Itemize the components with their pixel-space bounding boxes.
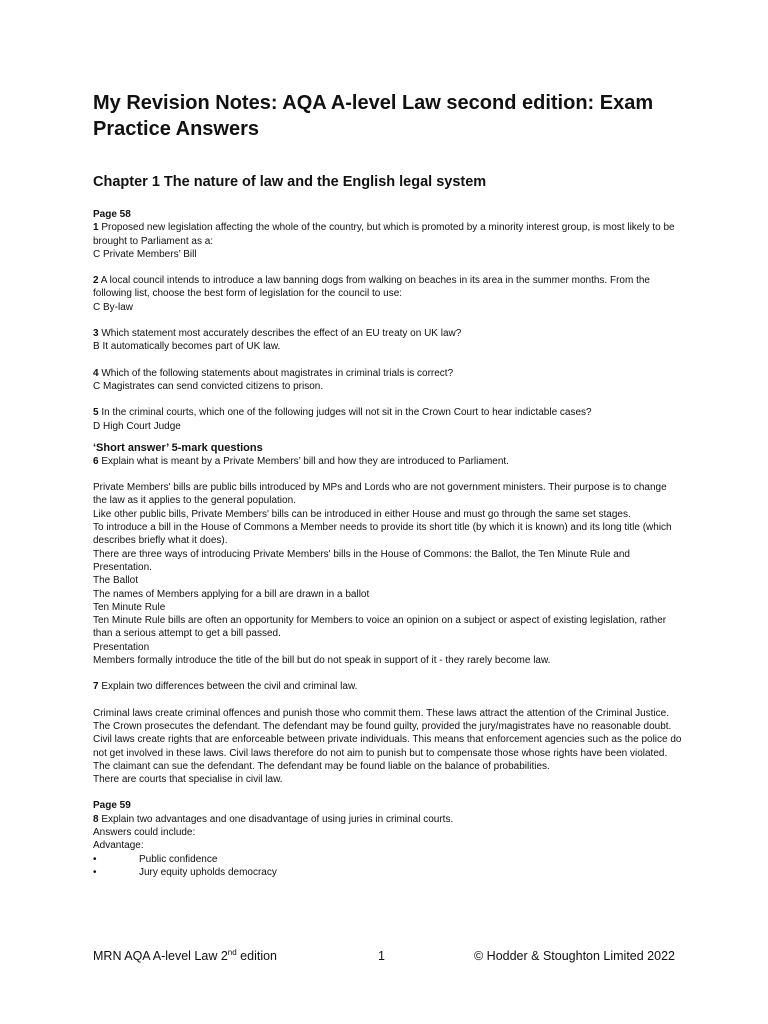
- question-text: Which statement most accurately describes the effect of an EU treaty on UK law?: [98, 328, 462, 340]
- answer-paragraph: Private Members' bills are public bills introduced by MPs and Lords who are not government ministers. Their purpose is to change the law as it applies to the general population.: [93, 482, 667, 507]
- answer-paragraph: The claimant can sue the defendant. The defendant may be found liable on the balance of probabilities.: [93, 760, 550, 772]
- question-7: [93, 680, 683, 693]
- answer-6: [93, 481, 683, 667]
- question-8: [93, 813, 683, 826]
- answer-paragraph: Like other public bills, Private Members' bills can be introduced in either House and must go through the same set stages.: [93, 508, 631, 520]
- answer-paragraph: To introduce a bill in the House of Commons a Member needs to provide its short title (by which it is known) and its long title (which describes briefly what it does).: [93, 522, 672, 547]
- question-number: 3: [93, 328, 99, 340]
- page-footer: [93, 948, 675, 964]
- page-58-label: Page 58: [93, 209, 131, 220]
- answer-3: B It automatically becomes part of UK law.: [93, 341, 281, 353]
- question-number: 2: [93, 275, 99, 287]
- question-text: A local council intends to introduce a law banning dogs from walking on beaches in its area in the summer months. From the following list, choose the best form of legislation for the council to use:: [93, 275, 650, 300]
- advantage-label: Advantage:: [93, 840, 144, 852]
- question-number: 6: [93, 455, 99, 467]
- page-59-label: Page 59: [93, 800, 131, 812]
- list-item-text: Public confidence: [139, 853, 218, 865]
- question-text: Explain two advantages and one disadvantage of using juries in criminal courts.: [98, 813, 454, 825]
- answers-intro: Answers could include:: [93, 826, 196, 838]
- question-4: [93, 367, 683, 380]
- short-answer-heading: ‘Short answer’ 5-mark questions: [93, 441, 263, 454]
- question-2: [93, 274, 683, 301]
- subheading-ten-minute-rule: Ten Minute Rule: [93, 601, 166, 613]
- answer-paragraph: There are three ways of introducing Private Members' bills in the House of Commons: the Ballot, the Ten Minute Rule and Presentation.: [93, 548, 630, 573]
- answer-paragraph: The names of Members applying for a bill are drawn in a ballot: [93, 588, 370, 600]
- document-body: [93, 208, 683, 879]
- subheading-presentation: Presentation: [93, 641, 150, 653]
- list-item: [93, 853, 683, 866]
- question-number: 1: [93, 222, 99, 234]
- answer-1: C Private Members’ Bill: [93, 248, 197, 260]
- footer-copyright: © Hodder & Stoughton Limited 2022: [473, 949, 675, 963]
- answer-paragraph: Ten Minute Rule bills are often an opportunity for Members to voice an opinion on a subject or aspect of existing legislation, rather than a serious attempt to get a bill passed.: [93, 615, 667, 640]
- chapter-heading: Chapter 1 The nature of law and the English legal system: [93, 174, 487, 190]
- answer-paragraph: Criminal laws create criminal offences and punish those who commit them. These laws attract the attention of the Criminal Justice.: [93, 707, 670, 719]
- document-page: [93, 90, 683, 879]
- list-item: [93, 866, 683, 879]
- footer-page-number: 1: [378, 949, 385, 963]
- list-item-text: Jury equity upholds democracy: [139, 866, 277, 878]
- question-5: [93, 406, 683, 419]
- question-text: Which of the following statements about magistrates in criminal trials is correct?: [98, 367, 454, 379]
- question-text: Explain what is meant by a Private Members’ bill and how they are introduced to Parliament.: [98, 455, 509, 467]
- answer-paragraph: Members formally introduce the title of the bill but do not speak in support of it - they rarely become law.: [93, 655, 551, 667]
- question-1: [93, 221, 683, 248]
- question-text: Explain two differences between the civil and criminal law.: [98, 681, 358, 693]
- answer-paragraph: There are courts that specialise in civil law.: [93, 774, 283, 786]
- answer-paragraph: Civil laws create rights that are enforceable between private individuals. This means that enforcement agencies such as the police do not get involved in these laws. Civil laws therefore do not aim to punish but to compensate those whose rights have been violated.: [93, 734, 682, 759]
- document-title: My Revision Notes: AQA A-level Law second edition: Exam Practice Answers: [93, 92, 654, 140]
- subheading-ballot: The Ballot: [93, 575, 139, 587]
- question-3: [93, 327, 683, 340]
- answer-paragraph: The Crown prosecutes the defendant. The defendant may be found guilty, provided the jury/magistrates have no reasonable doubt.: [93, 720, 672, 732]
- question-6: [93, 455, 683, 468]
- footer-edition: MRN AQA A-level Law 2nd edition: [93, 947, 277, 963]
- answer-7: [93, 707, 683, 787]
- bullet-icon: •: [93, 853, 97, 865]
- answer-2: C By-law: [93, 301, 134, 313]
- question-number: 8: [93, 813, 99, 825]
- answer-4: C Magistrates can send convicted citizens to prison.: [93, 380, 324, 392]
- question-text: Proposed new legislation affecting the whole of the country, but which is promoted by a minority interest group, is most likely to be brought to Parliament as a:: [93, 222, 675, 247]
- question-text: In the criminal courts, which one of the following judges will not sit in the Crown Court to hear indictable cases?: [98, 407, 592, 419]
- question-number: 4: [93, 367, 99, 379]
- question-number: 7: [93, 681, 99, 693]
- question-number: 5: [93, 407, 99, 419]
- bullet-icon: •: [93, 866, 97, 878]
- answer-5: D High Court Judge: [93, 420, 181, 432]
